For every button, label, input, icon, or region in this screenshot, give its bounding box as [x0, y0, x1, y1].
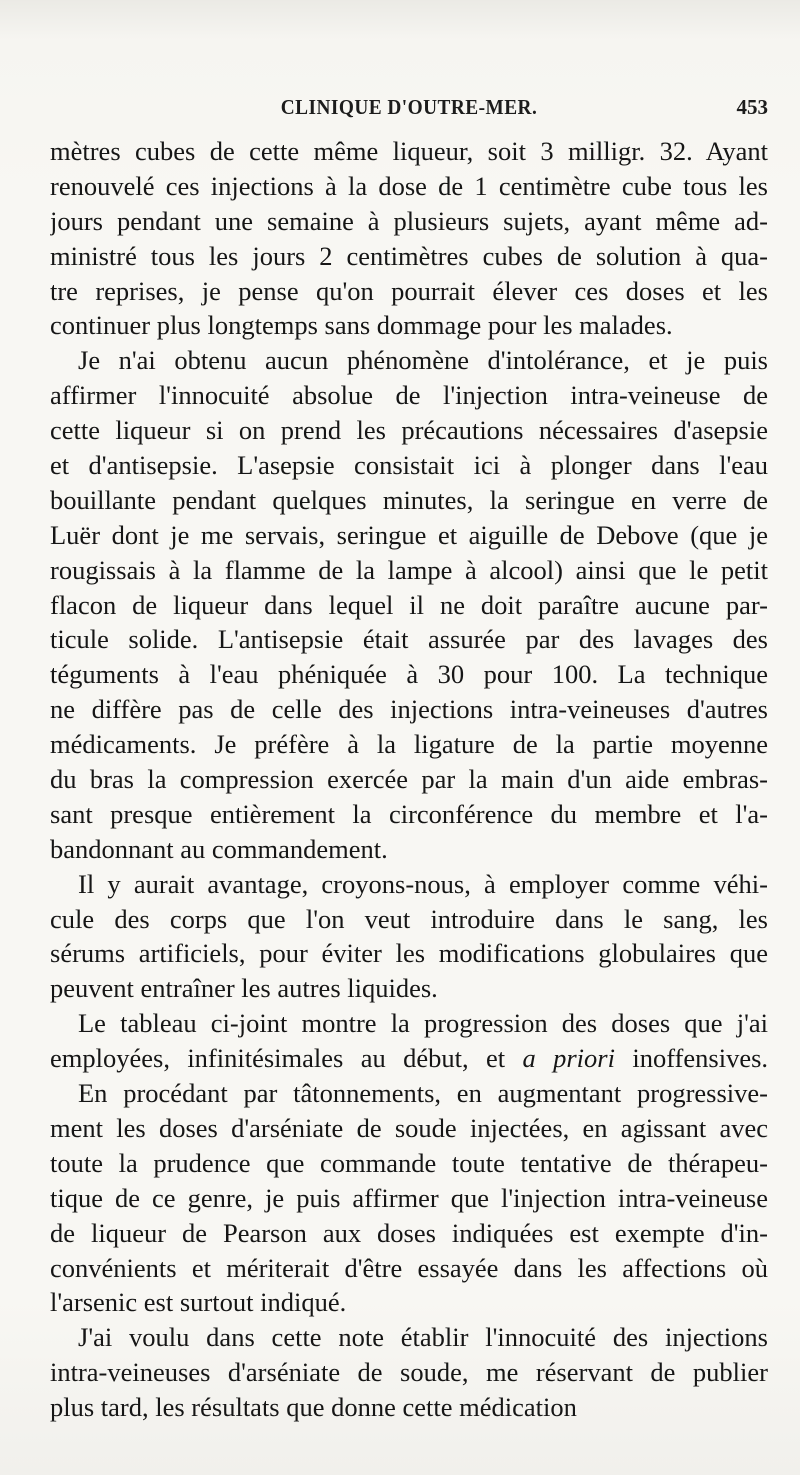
- italic-phrase: a priori: [522, 1043, 615, 1074]
- text-line: Je n'ai obtenu aucun phénomène d'intolérance, et je puis: [78, 345, 768, 376]
- text-line: ticule solide. L'antisepsie était assurée par des lavages des: [50, 624, 768, 655]
- text-line: Luër dont je me servais, seringue et aiguille de Debove (que je: [50, 519, 768, 550]
- text-line: cette liqueur si on prend les précautions nécessaires d'asepsie: [50, 415, 768, 446]
- text-line: flacon de liqueur dans lequel il ne doit paraître aucune par-: [50, 589, 768, 620]
- text-line: Il y aurait avantage, croyons-nous, à employer comme véhi-: [78, 868, 768, 899]
- text-line: peuvent entraîner les autres liquides.: [50, 973, 438, 1004]
- text-line: ministré tous les jours 2 centimètres cubes de solution à qua-: [50, 240, 768, 271]
- text-line: renouvelé ces injections à la dose de 1 centimètre cube tous les: [50, 170, 768, 201]
- text-line: tre reprises, je pense qu'on pourrait élever ces doses et les: [50, 275, 768, 306]
- text-line: J'ai voulu dans cette note établir l'innocuité des injections: [78, 1322, 768, 1353]
- text-line: et d'antisepsie. L'asepsie consistait ici à plonger dans l'eau: [50, 450, 768, 481]
- text-line: rougissais à la flamme de la lampe à alcool) ainsi que le petit: [50, 554, 768, 585]
- text-fragment: employées, infinitésimales au début, et: [50, 1043, 506, 1074]
- text-line-with-italic: [50, 1041, 768, 1076]
- text-line: de liqueur de Pearson aux doses indiquées est exempte d'in-: [50, 1217, 768, 1248]
- text-line: sérums artificiels, pour éviter les modifications globulaires que: [50, 938, 768, 969]
- text-line: toute la prudence que commande toute tentative de thérapeu-: [50, 1147, 768, 1178]
- text-line: du bras la compression exercée par la main d'un aide embras-: [50, 764, 768, 795]
- text-line: ne diffère pas de celle des injections intra-veineuses d'autres: [50, 694, 768, 725]
- body-text: [50, 134, 768, 1425]
- text-line: l'arsenic est surtout indiqué.: [50, 1287, 347, 1318]
- running-header: [50, 95, 768, 125]
- text-line: jours pendant une semaine à plusieurs sujets, ayant même ad-: [50, 205, 768, 236]
- text-line: médicaments. Je préfère à la ligature de la partie moyenne: [50, 729, 768, 760]
- text-line: bouillante pendant quelques minutes, la seringue en verre de: [50, 484, 768, 515]
- text-line: bandonnant au commandement.: [50, 833, 388, 864]
- text-line: tique de ce genre, je puis affirmer que l'injection intra-veineuse: [50, 1182, 768, 1213]
- text-line: téguments à l'eau phéniquée à 30 pour 100. La technique: [50, 659, 768, 690]
- text-line: plus tard, les résultats que donne cette médication: [50, 1392, 577, 1423]
- text-line: sant presque entièrement la circonférence du membre et l'a-: [50, 798, 768, 829]
- text-line: En procédant par tâtonnements, en augmentant progressive-: [78, 1078, 768, 1109]
- text-line: ment les doses d'arséniate de soude injectées, en agissant avec: [50, 1112, 768, 1143]
- text-line: mètres cubes de cette même liqueur, soit 3 milligr. 32. Ayant: [50, 136, 768, 166]
- text-line: continuer plus longtemps sans dommage pour les malades.: [50, 310, 673, 341]
- text-line: cule des corps que l'on veut introduire dans le sang, les: [50, 903, 768, 934]
- text-line: convénients et mériterait d'être essayée dans les affections où: [50, 1252, 768, 1283]
- text-line: affirmer l'innocuité absolue de l'injection intra-veineuse de: [50, 380, 768, 411]
- text-line: intra-veineuses d'arséniate de soude, me réservant de publier: [50, 1357, 768, 1388]
- running-title: CLINIQUE D'OUTRE-MER.: [280, 95, 538, 119]
- text-fragment: inoffensives.: [632, 1043, 768, 1074]
- text-line: Le tableau ci-joint montre la progression des doses que j'ai: [78, 1008, 768, 1039]
- page-number: 453: [736, 95, 768, 119]
